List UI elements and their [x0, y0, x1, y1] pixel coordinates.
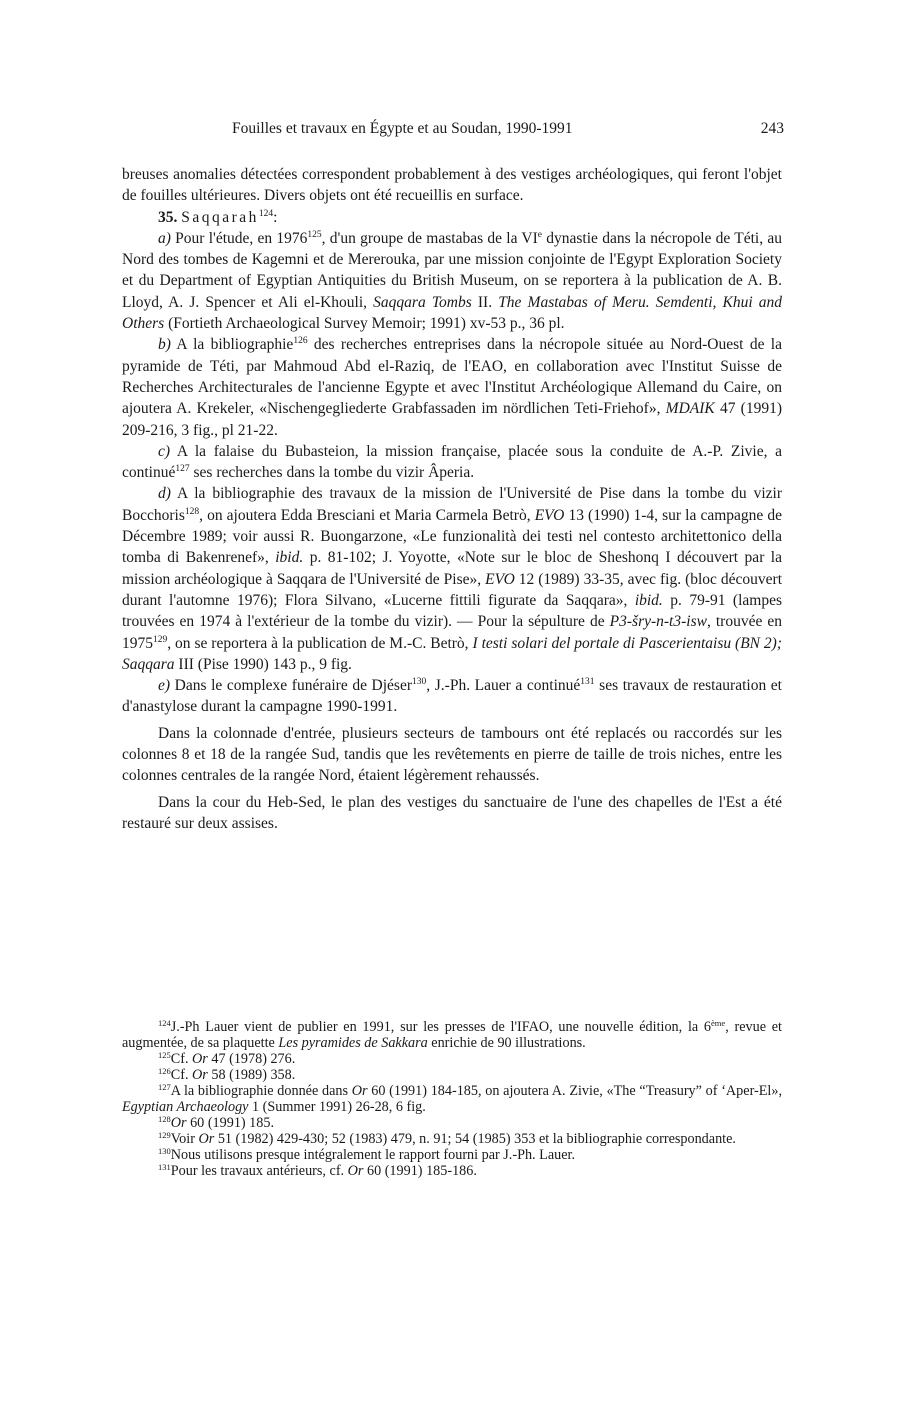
footnote-129: $^{129}$Voir Or 51 (1982) 429-430; 52 (1983) 479, n. 91; 54 (1985) 353 et la bibliographie correspondante. [158, 1130, 736, 1147]
paragraph-b: b) A la bibliographie$^{126}$ des recherches entreprises dans la nécropole située au Nord-Ouest de la pyramide de Téti, par Mahmoud Abd el-Raziq, de l'EAO, en collaboration avec l'Institut Suisse de Recherches Architecturales de l'ancienne Egypte et avec l'Institut Archéologique Allemand du Caire, on ajoutera A. Krekeler, «Nischengegliederte Grabfassaden im nördlichen Teti-Friehof», MDAIK 47 (1991) 209-216, 3 fig., pl 21-22. [122, 336, 782, 439]
footnote-126: $^{126}$Cf. Or 58 (1989) 358. [158, 1066, 296, 1083]
paragraph-d: d) A la bibliographie des travaux de la mission de l'Université de Pise dans la tombe du vizir Bocchoris$^{128}$, on ajoutera Edda Bresciani et Maria Carmela Betrò, EVO 13 (1990) 1-4, sur la campagne de Décembre 1989; voir aussi R. Buongarzone, «Le funzionalità dei testi nel contesto architettonico della tomba di Bakenrenef», ibid. p. 81-102; J. Yoyotte, «Note sur le bloc de Sheshonq I découvert par la mission archéologique à Saqqara de l'Université de Pise», EVO 12 (1989) 33-35, avec fig. (bloc découvert durant l'automne 1976); Flora Silvano, «Lucerne fittili figurate da Saqqara», ibid. p. 79-91 (lampes trouvées en 1974 à l'extérieur de la tombe du vizir). — Pour la sépulture de P3-šry-n-t3-isw, trouvée en 1975$^{129}$, on se reportera à la publication de M.-C. Betrò, I testi solari del portale di Pascerientaisu (BN 2); Saqqara III (Pise 1990) 143 p., 9 fig. [122, 485, 783, 673]
running-header [122, 120, 784, 142]
footnote-131: $^{131}$Pour les travaux antérieurs, cf. Or 60 (1991) 185-186. [158, 1162, 477, 1179]
running-title: Fouilles et travaux en Égypte et au Soudan, 1990-1991 [232, 120, 573, 137]
paragraph-heb-sed: Dans la cour du Heb-Sed, le plan des vestiges du sanctuaire de l'une des chapelles de l'Est a été restauré sur deux assises. [122, 793, 782, 832]
footnote-ref: 128 [184, 506, 200, 517]
footnote-ref: 129 [153, 634, 168, 645]
footnote-124: $^{124}$J.-Ph Lauer vient de publier en 1991, sur les presses de l'IFAO, une nouvelle édition, la 6ème, revue et augmentée, de sa plaquette Les pyramides de Sakkara enrichie de 90 illustrations. [122, 1018, 782, 1051]
footnote-128: $^{128}$Or 60 (1991) 185. [158, 1114, 275, 1131]
paragraph-colonnade: Dans la colonnade d'entrée, plusieurs secteurs de tambours ont été replacés ou raccordés sur les colonnes 8 et 18 de la rangée Sud, tandis que les revêtements en pierre de taille de trois niches, entre les colonnes centrales de la rangée Nord, étaient légèrement rehaussés. [122, 724, 782, 785]
footnote-125: $^{125}$Cf. Or 47 (1978) 276. [158, 1050, 296, 1067]
section-number: 35. [158, 208, 178, 226]
paragraph-e: e) Dans le complexe funéraire de Djéser$^{130}$, J.-Ph. Lauer a continué$^{131}$ ses travaux de restauration et d'anastylose durant la campagne 1990-1991. [122, 677, 782, 716]
footnote-ref: 124 [258, 208, 274, 219]
footnote-ref: 125 [307, 229, 322, 240]
page-number: 243 [760, 120, 784, 137]
footnote-130: $^{130}$Nous utilisons presque intégralement le rapport fourni par J.-Ph. Lauer. [158, 1146, 575, 1163]
footnote-127: $^{127}$A la bibliographie donnée dans Or 60 (1991) 184-185, on ajoutera A. Zivie, «The “Treasury” of ‘Aper-El», Egyptian Archaeology 1 (Summer 1991) 26-28, 6 fig. [122, 1082, 782, 1115]
main-text [122, 164, 782, 834]
paragraph-continuation: breuses anomalies détectées correspondent probablement à des vestiges archéologiques, qui feront l'objet de fouilles ultérieures. Divers objets ont été recueillis en surface. [122, 166, 782, 205]
footnotes [122, 1019, 782, 1179]
footnote-ref: 127 [175, 464, 190, 475]
section-35-heading: 35. Saqqarah$^{124}$: [158, 208, 278, 226]
footnote-ref: 126 [293, 336, 308, 347]
footnote-ref: 130 [412, 677, 427, 688]
footnote-ref: 131 [580, 677, 595, 688]
paragraph-c: c) A la falaise du Bubasteion, la mission française, placée sous la conduite de A.-P. Zivie, a continué$^{127}$ ses recherches dans la tombe du vizir Âperia. [122, 442, 782, 482]
paragraph-a: a) Pour l'étude, en 1976$^{125}$, d'un groupe de mastabas de la VIe dynastie dans la nécropole de Téti, au Nord des tombes de Kagemni et de Mererouka, par une mission conjointe de l'Egypt Exploration Society et du Department of Egyptian Antiquities du British Museum, on se reportera à la publication de A. B. Lloyd, A. J. Spencer et Ali el-Khouli, Saqqara Tombs II. The Mastabas of Meru. Semdenti, Khui and Others (Fortieth Archaeological Survey Memoir; 1991) xv-53 p., 36 pl. [122, 229, 783, 333]
section-site-name: Saqqarah [181, 208, 259, 226]
